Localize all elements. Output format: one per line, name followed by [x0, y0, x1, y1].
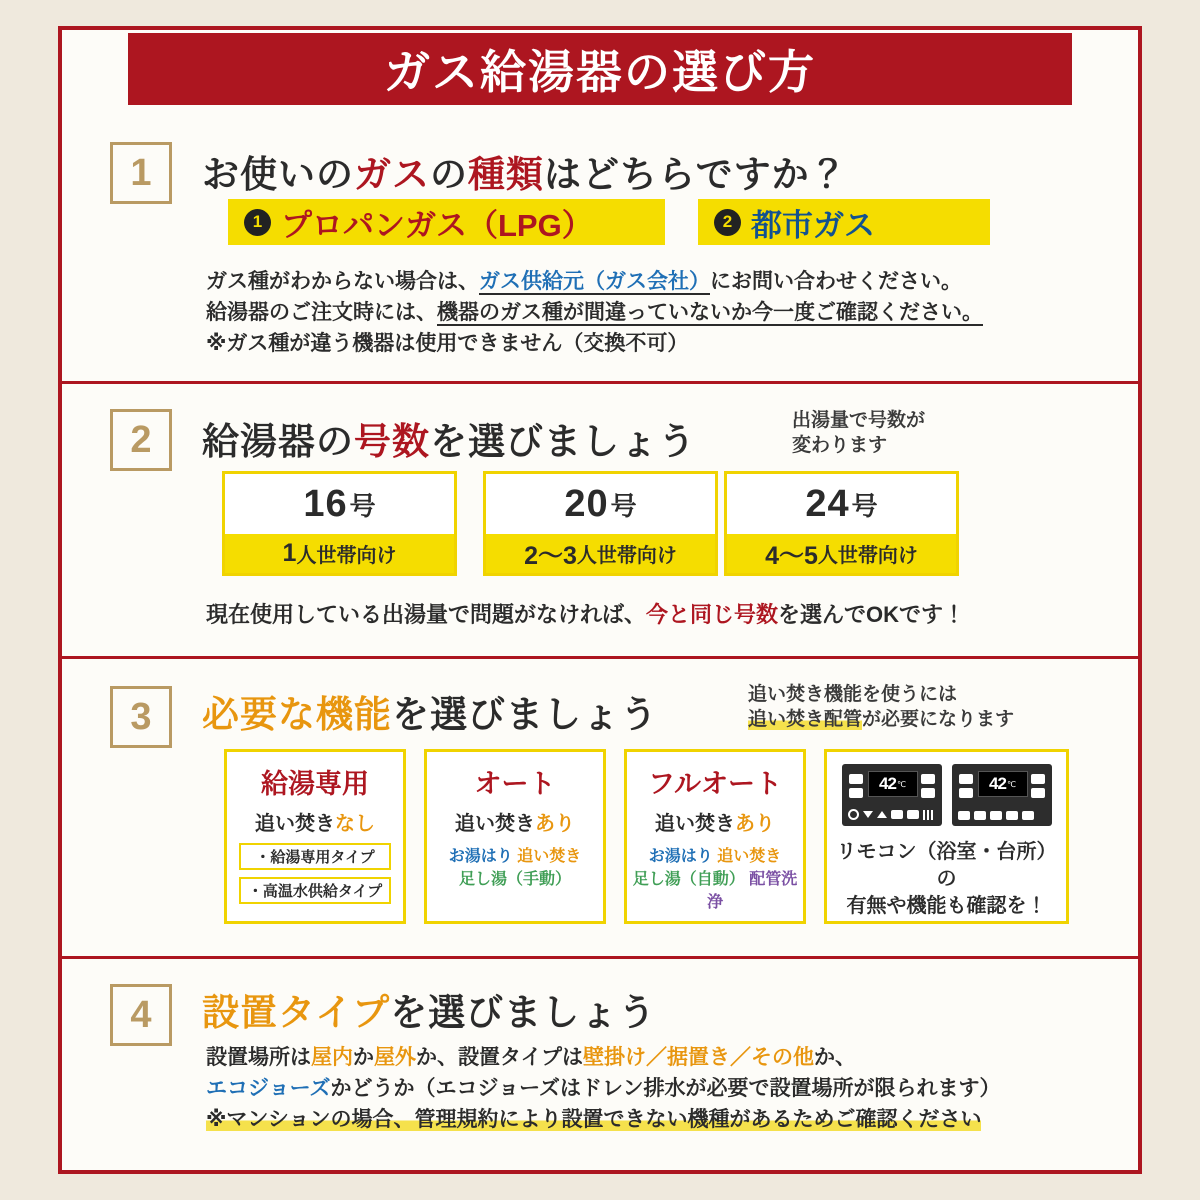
heading-text-part: を選びましょう [392, 694, 658, 735]
remote-button [907, 810, 919, 819]
line-text: か、 [813, 1046, 856, 1069]
note-link-text: ガス供給元（ガス会社） [479, 270, 710, 293]
power-icon [848, 809, 859, 820]
side-note-line: 追い焚き機能を使うには [748, 684, 958, 705]
capacity-unit: 号 [610, 490, 637, 521]
option-index-1: 1 [244, 209, 271, 236]
option-lpg[interactable] [228, 199, 665, 245]
capacity-card-top [727, 474, 956, 534]
remote-button [1006, 811, 1018, 820]
section-1-note-line-3: ※ガス種が違う機器は使用できません（交換不可） [206, 332, 689, 355]
heading-text-part: 号数 [354, 421, 430, 462]
chevron-down-icon [863, 811, 873, 818]
household-label: 人世帯向け [576, 545, 677, 567]
option-index-2: 2 [714, 209, 741, 236]
section-3-heading [202, 684, 658, 738]
heading-text-part: はどちらですか？ [544, 154, 848, 195]
feature-tag-list [427, 845, 603, 891]
side-note-line: 出湯量で号数が [792, 410, 926, 431]
feature-tag-list [627, 845, 803, 914]
capacity-unit: 号 [851, 490, 878, 521]
capacity-card-24[interactable] [724, 471, 959, 576]
feature-subtitle-em: なし [335, 813, 375, 835]
feature-subtitle [227, 807, 403, 836]
feature-title: オート [474, 769, 556, 799]
remote-temp-value: 42 [879, 774, 896, 793]
capacity-card-top [486, 474, 715, 534]
household-label: 人世帯向け [817, 545, 918, 567]
option-label-city-gas: 都市ガス [751, 207, 875, 243]
heading-text-part: 必要な機能 [202, 694, 392, 735]
line-text: か [353, 1046, 374, 1069]
line-highlight: ※マンションの場合、管理規約により設置できない機種があるためご確認ください [206, 1108, 982, 1131]
remote-illustration [827, 764, 1066, 826]
feature-card-kyuto-senyo[interactable] [224, 749, 406, 924]
remote-button [891, 810, 903, 819]
remote-caption-line: リモコン（浴室・台所）の [836, 841, 1057, 890]
remote-button [958, 811, 970, 820]
step-number-3: 3 [110, 686, 172, 748]
feature-title: 給湯専用 [261, 769, 369, 799]
feature-chip: ・給湯専用タイプ [239, 843, 391, 870]
remote-button [1022, 811, 1034, 820]
feature-tag: 足し湯（自動） [632, 871, 745, 888]
heading-text-part: 給湯器の [202, 421, 354, 462]
remote-button [921, 788, 935, 798]
remote-button-row [958, 811, 1034, 820]
chevron-up-icon [877, 811, 887, 818]
remote-temp-value: 42 [989, 774, 1006, 793]
remote-controller-card[interactable] [824, 749, 1069, 924]
feature-subtitle-em: あり [735, 813, 775, 835]
remote-button [1031, 788, 1045, 798]
note-text: にお問い合わせください。 [710, 270, 962, 293]
feature-chip: ・高温水供給タイプ [239, 877, 391, 904]
section-capacity [62, 381, 1138, 656]
feature-subtitle-text: 追い焚き [655, 813, 735, 835]
line-text: かどうか（エコジョーズはドレン排水が必要で設置場所が限られます） [330, 1077, 1001, 1100]
household-label: 人世帯向け [296, 545, 397, 567]
option-city-gas[interactable] [698, 199, 990, 245]
household-count: 4〜5 [765, 541, 818, 570]
remote-button [959, 774, 973, 784]
option-label-lpg: プロパンガス（LPG） [281, 207, 593, 243]
capacity-number: 20 [564, 482, 609, 525]
step-number-4: 4 [110, 984, 172, 1046]
footer-text: 現在使用している出湯量で問題がなければ、 [206, 602, 647, 627]
capacity-card-20[interactable] [483, 471, 718, 576]
remote-temp-unit: ℃ [1006, 779, 1016, 789]
feature-tag: 足し湯（手動） [458, 871, 571, 888]
remote-temp-unit: ℃ [896, 779, 906, 789]
section-install-type [62, 956, 1138, 1170]
line-emphasis: 屋外 [374, 1046, 416, 1069]
section-functions [62, 656, 1138, 956]
remote-bath-icon [952, 764, 1052, 826]
feature-card-full-auto[interactable] [624, 749, 806, 924]
poster-title-bar [128, 33, 1072, 105]
section-4-heading [202, 982, 656, 1036]
remote-kitchen-icon [842, 764, 942, 826]
remote-button [1031, 774, 1045, 784]
heading-text-part: を選びましょう [390, 992, 657, 1033]
feature-subtitle-text: 追い焚き [455, 813, 535, 835]
remote-button [921, 774, 935, 784]
capacity-card-16[interactable] [222, 471, 457, 576]
feature-subtitle [427, 807, 603, 836]
remote-button [849, 788, 863, 798]
section-4-line-3 [206, 1104, 981, 1135]
feature-subtitle-text: 追い焚き [255, 813, 335, 835]
remote-bars-icon [923, 810, 933, 820]
remote-button [959, 788, 973, 798]
feature-title: フルオート [648, 769, 782, 799]
feature-tag: 追い焚き [517, 848, 582, 865]
step-number-2: 2 [110, 409, 172, 471]
feature-tag-row [627, 868, 803, 914]
feature-card-auto[interactable] [424, 749, 606, 924]
remote-display [868, 771, 918, 797]
capacity-card-top [225, 474, 454, 534]
line-emphasis: 壁掛け／据置き／その他 [582, 1046, 814, 1069]
side-note-line [748, 707, 1014, 732]
section-1-heading [202, 144, 848, 198]
feature-tag: 配管洗浄 [706, 871, 798, 911]
section-4-line-2 [206, 1073, 1001, 1104]
side-note-line: 変わります [792, 435, 888, 456]
remote-button-row [848, 809, 933, 820]
remote-caption-line: 有無や機能も確認を！ [846, 895, 1047, 917]
feature-subtitle [627, 807, 803, 836]
line-text: か、設置タイプは [416, 1046, 583, 1069]
line-text: 設置場所は [206, 1046, 311, 1069]
feature-tag-row [427, 868, 603, 891]
remote-caption [827, 839, 1066, 920]
feature-tag-row [627, 845, 803, 868]
footer-emphasis: 今と同じ号数 [646, 602, 779, 627]
feature-subtitle-em: あり [535, 813, 575, 835]
remote-button [990, 811, 1002, 820]
line-emphasis: 屋内 [311, 1046, 353, 1069]
footer-text: を選んでOKです！ [778, 602, 966, 627]
feature-tag-row [427, 845, 603, 868]
step-number-1: 1 [110, 142, 172, 204]
remote-button [849, 774, 863, 784]
section-1-note-line-2 [206, 297, 983, 328]
capacity-number: 24 [805, 482, 850, 525]
household-count: 2〜3 [524, 541, 577, 570]
remote-button [974, 811, 986, 820]
note-text: ガス種がわからない場合は、 [206, 270, 479, 293]
household-count: 1 [282, 539, 297, 567]
section-4-line-1 [206, 1042, 856, 1073]
section-2-footer [206, 599, 965, 630]
feature-tag: お湯はり [648, 848, 713, 865]
capacity-card-bottom [486, 534, 715, 573]
capacity-number: 16 [303, 482, 348, 525]
capacity-unit: 号 [349, 490, 376, 521]
heading-text-part: ガス [354, 154, 430, 195]
section-1-note-line-1 [206, 266, 962, 297]
section-3-side-note [748, 682, 1014, 732]
heading-text-part: 種類 [468, 154, 544, 195]
section-2-side-note [792, 408, 925, 458]
line-emphasis: エコジョーズ [206, 1077, 331, 1100]
section-2-heading [202, 411, 696, 465]
heading-text-part: を選びましょう [430, 421, 696, 462]
capacity-card-bottom [225, 534, 454, 573]
feature-tag: お湯はり [448, 848, 513, 865]
section-gas-type [62, 116, 1138, 381]
note-text: 給湯器のご注文時には、 [206, 301, 437, 324]
heading-text-part: 設置タイプ [202, 992, 391, 1033]
side-note-text: が必要になります [862, 709, 1015, 730]
note-underline-text: 機器のガス種が間違っていないか今一度ご確認ください。 [437, 301, 983, 324]
feature-tag: 追い焚き [717, 848, 782, 865]
page-title: ガス給湯器の選び方 [384, 46, 816, 98]
remote-display [978, 771, 1028, 797]
heading-text-part: お使いの [202, 154, 354, 195]
capacity-card-bottom [727, 534, 956, 573]
side-note-highlight: 追い焚き配管 [748, 709, 863, 730]
heading-text-part: の [430, 154, 468, 195]
